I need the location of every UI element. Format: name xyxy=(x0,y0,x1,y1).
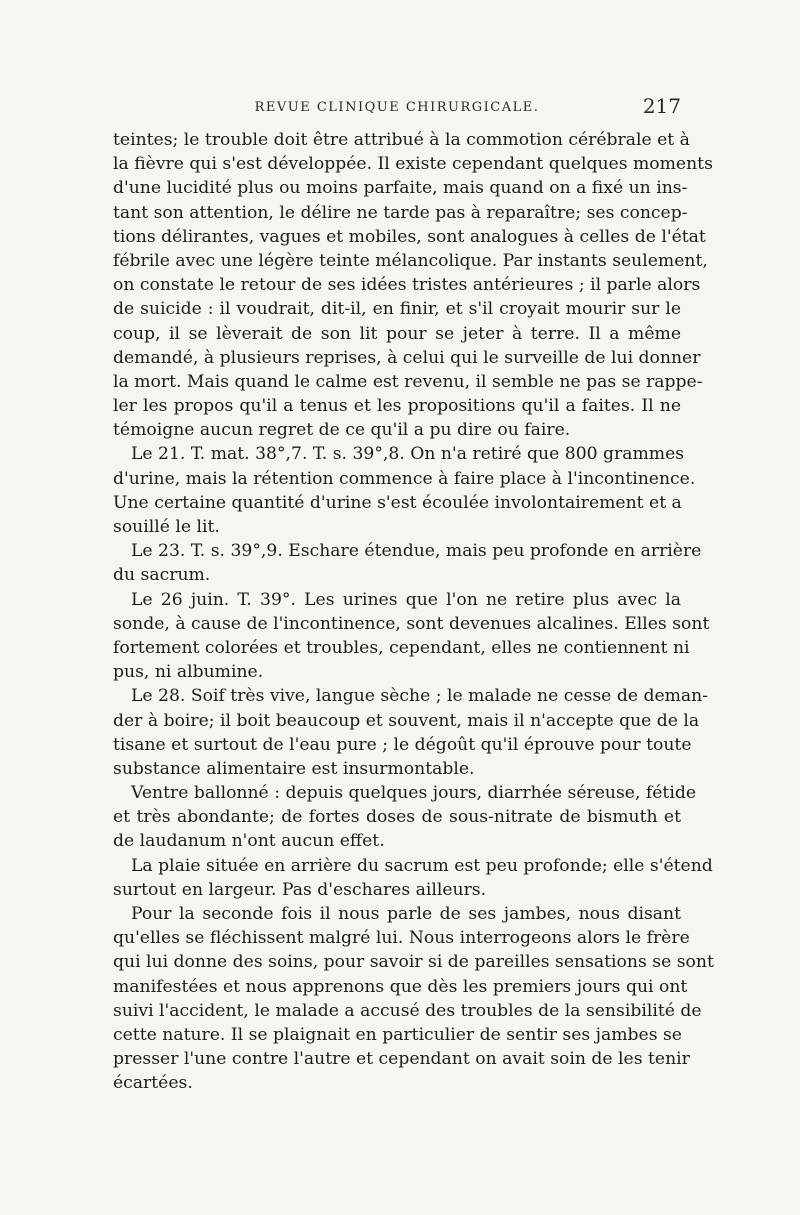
text-line: Ventre ballonné : depuis quelques jours, diarrhée séreuse, fétide xyxy=(131,783,696,804)
body-text xyxy=(113,128,714,1096)
text-line: qu'elles se fléchissent malgré lui. Nous interrogeons alors le frère xyxy=(113,928,690,949)
text-line: du sacrum. xyxy=(113,565,211,586)
text-line: presser l'une contre l'autre et cependant on avait soin de les tenir xyxy=(113,1049,690,1070)
text-line: der à boire; il boit beaucoup et souvent, mais il n'accepte que de la xyxy=(113,710,700,731)
text-line: demandé, à plusieurs reprises, à celui qui le surveille de lui donner xyxy=(113,347,701,368)
text-line: surtout en largeur. Pas d'eschares ailleurs. xyxy=(113,879,487,900)
page-number: 217 xyxy=(642,94,681,118)
page-header xyxy=(113,94,681,122)
text-line: souillé le lit. xyxy=(113,517,220,537)
text-line: Le 28. Soif très vive, langue sèche ; le malade ne cesse de deman- xyxy=(131,686,709,707)
text-line: la fièvre qui s'est développée. Il existe cependant quelques moments xyxy=(113,154,713,175)
text-line: qui lui donne des soins, pour savoir si de pareilles sensations se sont xyxy=(113,952,714,973)
text-line: Le 26 juin. T. 39°. Les urines que l'on ne retire plus avec la xyxy=(131,589,681,610)
text-line: Le 23. T. s. 39°,9. Eschare étendue, mais peu profonde en arrière xyxy=(131,541,702,562)
text-line: tisane et surtout de l'eau pure ; le dégoût qu'il éprouve pour toute xyxy=(113,734,692,755)
text-line: cette nature. Il se plaignait en particulier de sentir ses jambes se xyxy=(113,1024,682,1045)
text-line: écartées. xyxy=(113,1073,193,1094)
text-line: Pour la seconde fois il nous parle de ses jambes, nous disant xyxy=(131,904,681,924)
text-line: fébrile avec une légère teinte mélancolique. Par instants seulement, xyxy=(113,250,708,271)
text-line: et très abondante; de fortes doses de sous-nitrate de bismuth et xyxy=(113,807,681,828)
text-line: témoigne aucun regret de ce qu'il a pu dire ou faire. xyxy=(113,420,571,441)
text-line: de suicide : il voudrait, dit-il, en finir, et s'il croyait mourir sur le xyxy=(113,299,681,320)
text-line: tant son attention, le délire ne tarde pas à reparaître; ses concep- xyxy=(113,202,688,223)
text-line: ler les propos qu'il a tenus et les propositions qu'il a faites. Il ne xyxy=(113,396,681,417)
text-line: d'une lucidité plus ou moins parfaite, mais quand on a fixé un ins- xyxy=(113,178,688,199)
text-line: fortement colorées et troubles, cependant, elles ne contiennent ni xyxy=(113,637,690,658)
text-line: tions délirantes, vagues et mobiles, sont analogues à celles de l'état xyxy=(113,226,706,247)
text-line: coup, il se lèverait de son lit pour se jeter à terre. Il a même xyxy=(113,323,681,344)
text-line: manifestées et nous apprenons que dès les premiers jours qui ont xyxy=(113,976,688,997)
text-line: Le 21. T. mat. 38°,7. T. s. 39°,8. On n'a retiré que 800 grammes xyxy=(131,444,685,465)
text-line: pus, ni albumine. xyxy=(113,662,264,683)
text-line: d'urine, mais la rétention commence à faire place à l'incontinence. xyxy=(113,468,696,489)
text-line: La plaie située en arrière du sacrum est peu profonde; elle s'étend xyxy=(131,855,713,876)
text-line: la mort. Mais quand le calme est revenu, il semble ne pas se rappe- xyxy=(113,371,703,392)
text-line: substance alimentaire est insurmontable. xyxy=(113,758,475,779)
text-line: sonde, à cause de l'incontinence, sont devenues alcalines. Elles sont xyxy=(113,613,710,634)
text-line: suivi l'accident, le malade a accusé des troubles de la sensibilité de xyxy=(113,1000,702,1021)
running-title: REVUE CLINIQUE CHIRURGICALE. xyxy=(254,100,540,115)
text-line: de laudanum n'ont aucun effet. xyxy=(113,831,385,852)
text-line: on constate le retour de ses idées tristes antérieures ; il parle alors xyxy=(113,275,701,296)
text-line: Une certaine quantité d'urine s'est écoulée involontairement et a xyxy=(113,492,682,513)
text-line: teintes; le trouble doit être attribué à la commotion cérébrale et à xyxy=(113,130,690,150)
